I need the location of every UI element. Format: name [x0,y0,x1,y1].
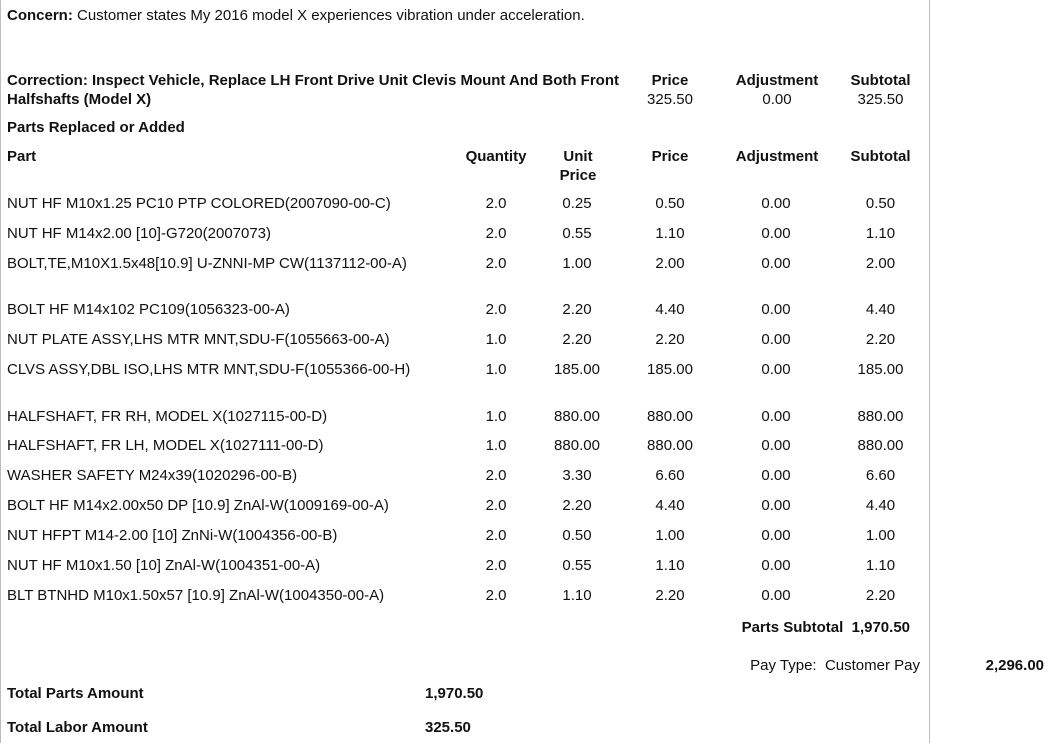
correction-title: Correction: Inspect Vehicle, Replace LH Front Drive Unit Clevis Mount And Both Front Halfshafts (Model X) [7,72,620,108]
cell-adjustment: 0.00 [761,361,791,378]
cell-adjustment: 0.00 [761,587,791,604]
cell-adjustment: 0.00 [761,331,791,348]
cell-quantity: 2.0 [485,255,507,272]
pay-type-label: Pay Type: [750,657,817,674]
cell-unit-price: 1.00 [562,255,592,272]
column-header-unit-price: Unit Price [559,148,597,184]
correction-subtotal-label: Subtotal [850,72,911,89]
cell-subtotal: 2.20 [865,331,896,348]
parts-subtotal-value: 1,970.50 [851,619,910,636]
cell-unit-price: 1.10 [562,587,592,604]
correction-adjustment [728,71,826,109]
cell-quantity: 2.0 [485,497,507,514]
cell-unit-price: 0.25 [562,195,592,212]
cell-subtotal: 2.20 [865,587,896,604]
table-row [0,224,930,254]
cell-subtotal: 880.00 [857,408,904,425]
correction-adjustment-value: 0.00 [762,91,792,108]
cell-price: 4.40 [655,497,685,514]
cell-price: 2.20 [655,331,685,348]
cell-subtotal: 1.10 [865,557,896,574]
cell-subtotal: 880.00 [857,437,904,454]
cell-price: 2.00 [655,255,685,272]
cell-adjustment: 0.00 [761,255,791,272]
correction-adjustment-label: Adjustment [735,72,819,89]
column-header-price: Price [651,148,689,165]
total-labor-value: 325.50 [425,719,471,736]
pay-type-total: 2,296.00 [985,657,1044,674]
cell-quantity: 2.0 [485,587,507,604]
table-row [0,586,930,616]
cell-subtotal: 6.60 [865,467,896,484]
cell-adjustment: 0.00 [761,497,791,514]
cell-part-name: NUT HFPT M14-2.00 [10] ZnNi-W(1004356-00-B) [7,527,338,544]
cell-part-name: NUT HF M14x2.00 [10]-G720(2007073) [7,225,272,242]
table-row [0,496,930,526]
cell-unit-price: 2.20 [562,301,592,318]
cell-quantity: 2.0 [485,527,507,544]
cell-quantity: 2.0 [485,225,507,242]
cell-unit-price: 880.00 [554,437,600,454]
pay-type-line [690,656,920,675]
table-row [0,330,930,360]
table-row [0,436,930,466]
cell-part-name: HALFSHAFT, FR RH, MODEL X(1027115-00-D) [7,408,328,425]
cell-quantity: 1.0 [485,331,507,348]
correction-price [632,71,708,109]
cell-price: 1.10 [655,557,685,574]
cell-unit-price: 0.55 [562,557,592,574]
cell-price: 880.00 [647,437,693,454]
concern-label: Concern: [7,7,73,24]
cell-subtotal: 1.00 [865,527,896,544]
cell-adjustment: 0.00 [761,301,791,318]
parts-subtotal-label: Parts Subtotal [741,619,844,636]
cell-part-name: NUT PLATE ASSY,LHS MTR MNT,SDU-F(1055663-00-A) [7,331,390,348]
cell-adjustment: 0.00 [761,225,791,242]
column-header-part: Part [7,148,37,165]
cell-adjustment: 0.00 [761,467,791,484]
table-row [0,300,930,330]
cell-unit-price: 2.20 [562,331,592,348]
correction-subtotal-value: 325.50 [857,91,904,108]
cell-adjustment: 0.00 [761,195,791,212]
cell-subtotal: 1.10 [865,225,896,242]
cell-unit-price: 3.30 [562,467,592,484]
cell-price: 0.50 [655,195,685,212]
cell-adjustment: 0.00 [761,437,791,454]
cell-part-name: BOLT HF M14x102 PC109(1056323-00-A) [7,301,290,318]
cell-part-name: BOLT,TE,M10X1.5x48[10.9] U-ZNNI-MP CW(1137112-00-A) [7,255,407,272]
table-row [0,526,930,556]
concern-line [7,6,585,25]
column-header-quantity: Quantity [465,148,527,165]
cell-price: 185.00 [647,361,693,378]
cell-price: 880.00 [647,408,693,425]
cell-price: 6.60 [655,467,685,484]
cell-unit-price: 2.20 [562,497,592,514]
cell-unit-price: 0.55 [562,225,592,242]
cell-subtotal: 2.00 [865,255,896,272]
cell-subtotal: 4.40 [865,301,896,318]
cell-quantity: 1.0 [485,437,507,454]
table-row [0,194,930,224]
cell-part-name: BOLT HF M14x2.00x50 DP [10.9] ZnAl-W(1009169-00-A) [7,497,389,514]
parts-subtotal [700,618,910,637]
cell-quantity: 1.0 [485,361,507,378]
cell-part-name: WASHER SAFETY M24x39(1020296-00-B) [7,467,298,484]
cell-part-name: CLVS ASSY,DBL ISO,LHS MTR MNT,SDU-F(1055366-00-H) [7,361,411,378]
table-row [0,556,930,586]
concern-text: Customer states My 2016 model X experiences vibration under acceleration. [72,7,585,24]
cell-price: 2.20 [655,587,685,604]
table-row [0,466,930,496]
table-row [0,407,930,437]
cell-subtotal: 0.50 [865,195,896,212]
cell-part-name: HALFSHAFT, FR LH, MODEL X(1027111-00-D) [7,437,324,454]
cell-price: 1.10 [655,225,685,242]
cell-price: 1.00 [655,527,685,544]
cell-unit-price: 185.00 [554,361,600,378]
table-row [0,360,930,390]
column-header-subtotal: Subtotal [850,148,911,165]
pay-type-value: Customer Pay [824,657,920,674]
correction-price-value: 325.50 [647,91,693,108]
cell-quantity: 2.0 [485,557,507,574]
cell-quantity: 2.0 [485,301,507,318]
cell-price: 4.40 [655,301,685,318]
cell-quantity: 2.0 [485,195,507,212]
cell-part-name: NUT HF M10x1.25 PC10 PTP COLORED(2007090-00-C) [7,195,391,212]
cell-unit-price: 0.50 [562,527,592,544]
table-row [0,254,930,284]
cell-adjustment: 0.00 [761,408,791,425]
cell-unit-price: 880.00 [554,408,600,425]
cell-part-name: NUT HF M10x1.50 [10] ZnAl-W(1004351-00-A) [7,557,321,574]
correction-price-label: Price [651,72,689,89]
cell-adjustment: 0.00 [761,557,791,574]
total-parts-value: 1,970.50 [425,685,484,702]
cell-subtotal: 4.40 [865,497,896,514]
total-labor-label: Total Labor Amount [7,719,148,736]
cell-quantity: 1.0 [485,408,507,425]
total-parts-label: Total Parts Amount [7,685,144,702]
column-header-adjustment: Adjustment [735,148,819,165]
cell-part-name: BLT BTNHD M10x1.50x57 [10.9] ZnAl-W(1004350-00-A) [7,587,385,604]
correction-subtotal [838,71,923,109]
cell-adjustment: 0.00 [761,527,791,544]
parts-heading: Parts Replaced or Added [7,119,185,136]
cell-subtotal: 185.00 [857,361,904,378]
cell-quantity: 2.0 [485,467,507,484]
